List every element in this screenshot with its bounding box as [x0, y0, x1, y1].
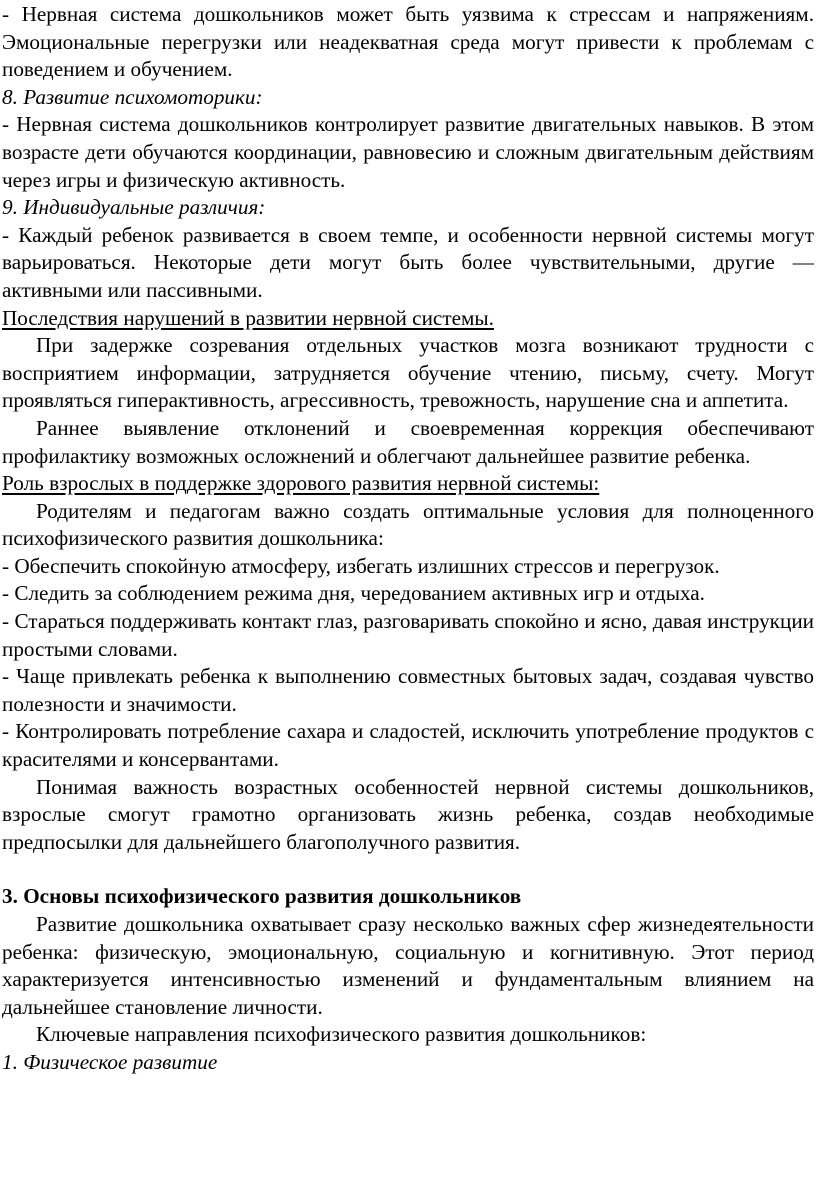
adult-role-item-4: - Чаще привлекать ребенка к выполнению совместных бытовых задач, создавая чувство полезности и значимости. — [2, 664, 814, 716]
adult-role-heading: Роль взрослых в поддержке здорового развития нервной системы: — [2, 471, 600, 496]
consequences-paragraph-1: При задержке созревания отдельных участков мозга возникают трудности с восприятием информации, затрудняется обучение чтению, письму, счету. Могут проявляться гиперактивность, агрессивность, тревожность, нарушение сна и аппетита. — [2, 333, 814, 413]
adult-role-item-3: - Стараться поддерживать контакт глаз, разговаривать спокойно и ясно, давая инструкции простыми словами. — [2, 609, 814, 661]
individual-differences-paragraph: - Каждый ребенок развивается в своем темпе, и особенности нервной системы могут варьироваться. Некоторые дети могут быть более чувствительными, другие — активными или пассивными. — [2, 222, 814, 302]
stress-vulnerability-paragraph: - Нервная система дошкольников может быть уязвима к стрессам и напряжениям. Эмоциональные перегрузки или неадекватная среда могут привести к проблемам с поведением и обучением. — [2, 2, 814, 82]
adult-role-item-1: - Обеспечить спокойную атмосферу, избегать излишних стрессов и перегрузок. — [2, 553, 720, 578]
consequences-heading: Последствия нарушений в развитии нервной системы. — [2, 305, 494, 330]
adult-role-conclusion: Понимая важность возрастных особенностей нервной системы дошкольников, взрослые смогут грамотно организовать жизнь ребенка, создав необходимые предпосылки для дальнейшего благополучного развития. — [2, 774, 814, 854]
adult-role-intro: Родителям и педагогам важно создать оптимальные условия для полноценного психофизического развития дошкольника: — [2, 498, 814, 551]
consequences-paragraph-2: Раннее выявление отклонений и своевременная коррекция обеспечивают профилактику возможных осложнений и облегчают дальнейшее развитие ребенка. — [2, 415, 814, 468]
adult-role-item-2: - Следить за соблюдением режима дня, чередованием активных игр и отдыха. — [2, 581, 705, 606]
psychomotor-paragraph: - Нервная система дошкольников контролирует развитие двигательных навыков. В этом возрасте дети обучаются координации, равновесию и сложным двигательным действиям через игры и физическую активность. — [2, 112, 814, 192]
section-3-heading: 3. Основы психофизического развития дошкольников — [2, 884, 522, 909]
section-8-heading: 8. Развитие психомоторики: — [2, 84, 263, 109]
adult-role-item-5: - Контролировать потребление сахара и сладостей, исключить употребление продуктов с красителями и консервантами. — [2, 719, 814, 772]
physical-development-heading: 1. Физическое развитие — [2, 1049, 218, 1074]
key-directions-intro: Ключевые направления психофизического развития дошкольников: — [36, 1022, 647, 1047]
blank-line — [2, 856, 814, 883]
section-9-heading: 9. Индивидуальные различия: — [2, 195, 266, 220]
development-overview-paragraph: Развитие дошкольника охватывает сразу несколько важных сфер жизнедеятельности ребенка: физическую, эмоциональную, социальную и когнитивную. Этот период характеризуется интенсивностью изменений и фундаментальным влиянием на дальнейшее становление личности. — [2, 912, 814, 1019]
